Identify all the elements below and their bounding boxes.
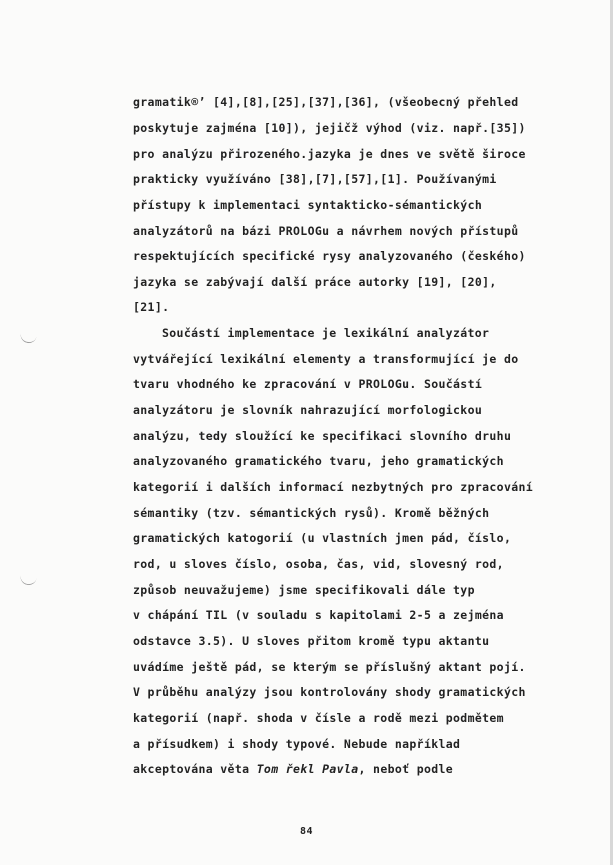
- italic-example-sentence: Tom řekl Pavla: [256, 762, 359, 776]
- text-line: pro analýzu přirozeného.jazyka je dnes ve světě široce: [133, 147, 526, 161]
- text-line: jazyka se zabývají další práce autorky [19], [20],: [133, 275, 497, 289]
- text-line: odstavce 3.5). U sloves přitom kromě typu aktantu: [133, 634, 490, 648]
- text-line-last: [133, 762, 453, 776]
- text-segment: akceptována věta: [133, 762, 257, 776]
- text-line: analyzátorů na bázi PROLOGu a návrhem nových přístupů: [133, 224, 519, 238]
- text-line: rod, u sloves číslo, osoba, čas, vid, slovesný rod,: [133, 557, 504, 571]
- text-line: prakticky využíváno [38],[7],[57],[1]. Používanými: [133, 172, 497, 186]
- text-line: přístupy k implementaci syntakticko-sémantických: [133, 198, 483, 212]
- text-line: analyzovaného gramatického tvaru, jeho gramatických: [133, 454, 504, 468]
- text-line: poskytuje zajména [10]), jejičž výhod (viz. např.[35]): [133, 121, 526, 135]
- text-line: analýzu, tedy sloužící ke specifikaci slovního druhu: [133, 429, 512, 443]
- text-line: uvádíme ještě pád, se kterým se příslušný aktant pojí.: [133, 660, 526, 674]
- text-line: gramatických katogorií (u vlastních jmen pád, číslo,: [133, 531, 512, 545]
- page-number: 84: [299, 826, 314, 837]
- text-line: tvaru vhodného ke zpracování v PROLOGu. Součástí: [133, 377, 483, 391]
- text-line: V průběhu analýzy jsou kontrolovány shody gramatických: [133, 685, 526, 699]
- text-line: vytvářející lexikální elementy a transformující je do: [133, 352, 519, 366]
- text-line: v chápání TIL (v souladu s kapitolami 2-5 a zejména: [133, 608, 504, 622]
- text-line: sémantiky (tzv. sémantických rysů). Kromě běžných: [133, 506, 490, 520]
- text-line: kategorií i dalších informací nezbytných pro zpracování: [133, 480, 534, 494]
- text-line: analyzátoru je slovník nahrazující morfologickou: [133, 403, 483, 417]
- text-line: kategorií (např. shoda v čísle a rodě mezi podmětem: [133, 711, 504, 725]
- text-line: způsob neuvažujeme) jsme specifikovali dále typ: [133, 583, 475, 597]
- text-line: a přísudkem) i shody typové. Nebude například: [133, 737, 461, 751]
- text-line: gramatik®’ [4],[8],[25],[37],[36], (všeobecný přehled: [133, 95, 519, 109]
- margin-pencil-mark: [19, 332, 37, 344]
- paragraph-first-line: Součástí implementace je lexikální analyzátor: [162, 326, 490, 340]
- margin-pencil-mark: [19, 575, 36, 587]
- text-segment: , neboť podle: [358, 762, 454, 776]
- text-line: [21].: [133, 300, 170, 314]
- text-line: respektujících specifické rysy analyzovaného (českého): [133, 249, 526, 263]
